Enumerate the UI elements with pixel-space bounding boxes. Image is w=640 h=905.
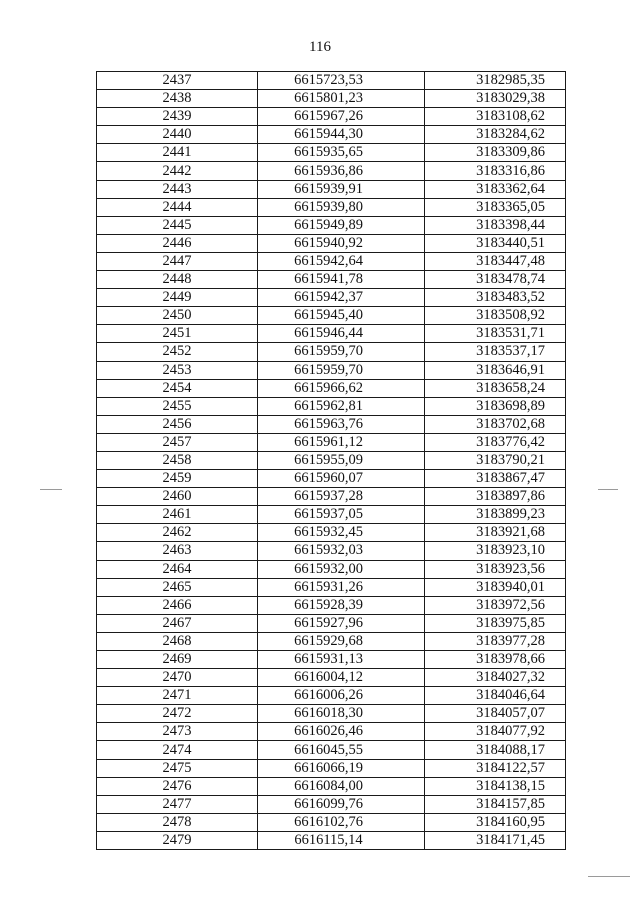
point-number-cell: 2443 — [97, 180, 258, 198]
table-row — [97, 325, 566, 343]
table-row — [97, 632, 566, 650]
table-row — [97, 252, 566, 270]
point-number-cell: 2451 — [97, 325, 258, 343]
scan-mark-right — [598, 489, 618, 490]
y-coordinate-cell: 3183029,38 — [425, 90, 566, 108]
y-coordinate-cell: 3183972,56 — [425, 596, 566, 614]
x-coordinate-cell: 6615949,89 — [258, 216, 425, 234]
y-coordinate-cell: 3184138,15 — [425, 777, 566, 795]
y-coordinate-cell: 3183899,23 — [425, 506, 566, 524]
table-row — [97, 795, 566, 813]
y-coordinate-cell: 3183698,89 — [425, 397, 566, 415]
table-row — [97, 361, 566, 379]
x-coordinate-cell: 6616026,46 — [258, 723, 425, 741]
table-row — [97, 506, 566, 524]
table-row — [97, 234, 566, 252]
table-row — [97, 126, 566, 144]
point-number-cell: 2470 — [97, 669, 258, 687]
point-number-cell: 2444 — [97, 198, 258, 216]
x-coordinate-cell: 6616018,30 — [258, 705, 425, 723]
x-coordinate-cell: 6616006,26 — [258, 687, 425, 705]
y-coordinate-cell: 3183537,17 — [425, 343, 566, 361]
point-number-cell: 2476 — [97, 777, 258, 795]
y-coordinate-cell: 3184160,95 — [425, 813, 566, 831]
x-coordinate-cell: 6615940,92 — [258, 234, 425, 252]
point-number-cell: 2458 — [97, 451, 258, 469]
table-row — [97, 542, 566, 560]
y-coordinate-cell: 3183483,52 — [425, 289, 566, 307]
x-coordinate-cell: 6615942,64 — [258, 252, 425, 270]
y-coordinate-cell: 3184122,57 — [425, 759, 566, 777]
y-coordinate-cell: 3183921,68 — [425, 524, 566, 542]
point-number-cell: 2442 — [97, 162, 258, 180]
table-row — [97, 162, 566, 180]
x-coordinate-cell: 6615937,05 — [258, 506, 425, 524]
point-number-cell: 2473 — [97, 723, 258, 741]
scan-mark-bottom — [588, 876, 630, 877]
point-number-cell: 2472 — [97, 705, 258, 723]
y-coordinate-cell: 3183531,71 — [425, 325, 566, 343]
y-coordinate-cell: 3183398,44 — [425, 216, 566, 234]
x-coordinate-cell: 6615967,26 — [258, 108, 425, 126]
point-number-cell: 2464 — [97, 560, 258, 578]
table-row — [97, 180, 566, 198]
y-coordinate-cell: 3183309,86 — [425, 144, 566, 162]
x-coordinate-cell: 6616004,12 — [258, 669, 425, 687]
x-coordinate-cell: 6615945,40 — [258, 307, 425, 325]
y-coordinate-cell: 3182985,35 — [425, 72, 566, 90]
table-row — [97, 687, 566, 705]
y-coordinate-cell: 3183440,51 — [425, 234, 566, 252]
table-row — [97, 72, 566, 90]
point-number-cell: 2465 — [97, 578, 258, 596]
y-coordinate-cell: 3183362,64 — [425, 180, 566, 198]
table-row — [97, 651, 566, 669]
y-coordinate-cell: 3184027,32 — [425, 669, 566, 687]
point-number-cell: 2463 — [97, 542, 258, 560]
table-row — [97, 271, 566, 289]
x-coordinate-cell: 6616045,55 — [258, 741, 425, 759]
y-coordinate-cell: 3183658,24 — [425, 379, 566, 397]
point-number-cell: 2441 — [97, 144, 258, 162]
x-coordinate-cell: 6616099,76 — [258, 795, 425, 813]
point-number-cell: 2449 — [97, 289, 258, 307]
x-coordinate-cell: 6615944,30 — [258, 126, 425, 144]
point-number-cell: 2446 — [97, 234, 258, 252]
x-coordinate-cell: 6615939,80 — [258, 198, 425, 216]
table-row — [97, 289, 566, 307]
point-number-cell: 2460 — [97, 488, 258, 506]
x-coordinate-cell: 6615927,96 — [258, 614, 425, 632]
table-row — [97, 307, 566, 325]
table-row — [97, 451, 566, 469]
table-row — [97, 397, 566, 415]
x-coordinate-cell: 6616102,76 — [258, 813, 425, 831]
coordinates-table — [96, 71, 566, 850]
point-number-cell: 2445 — [97, 216, 258, 234]
y-coordinate-cell: 3183702,68 — [425, 415, 566, 433]
point-number-cell: 2478 — [97, 813, 258, 831]
x-coordinate-cell: 6615932,03 — [258, 542, 425, 560]
x-coordinate-cell: 6615963,76 — [258, 415, 425, 433]
x-coordinate-cell: 6615935,65 — [258, 144, 425, 162]
table-row — [97, 759, 566, 777]
scan-mark-left — [40, 489, 62, 490]
x-coordinate-cell: 6615931,26 — [258, 578, 425, 596]
y-coordinate-cell: 3183776,42 — [425, 433, 566, 451]
table-row — [97, 488, 566, 506]
y-coordinate-cell: 3183284,62 — [425, 126, 566, 144]
point-number-cell: 2438 — [97, 90, 258, 108]
point-number-cell: 2479 — [97, 831, 258, 849]
x-coordinate-cell: 6615928,39 — [258, 596, 425, 614]
table-row — [97, 90, 566, 108]
y-coordinate-cell: 3183447,48 — [425, 252, 566, 270]
table-row — [97, 831, 566, 849]
point-number-cell: 2447 — [97, 252, 258, 270]
x-coordinate-cell: 6615959,70 — [258, 343, 425, 361]
table-row — [97, 144, 566, 162]
y-coordinate-cell: 3183867,47 — [425, 470, 566, 488]
table-row — [97, 560, 566, 578]
table-row — [97, 723, 566, 741]
x-coordinate-cell: 6616115,14 — [258, 831, 425, 849]
point-number-cell: 2456 — [97, 415, 258, 433]
point-number-cell: 2467 — [97, 614, 258, 632]
point-number-cell: 2437 — [97, 72, 258, 90]
table-row — [97, 216, 566, 234]
y-coordinate-cell: 3183897,86 — [425, 488, 566, 506]
table-row — [97, 614, 566, 632]
point-number-cell: 2477 — [97, 795, 258, 813]
point-number-cell: 2452 — [97, 343, 258, 361]
y-coordinate-cell: 3184057,07 — [425, 705, 566, 723]
x-coordinate-cell: 6615962,81 — [258, 397, 425, 415]
point-number-cell: 2469 — [97, 651, 258, 669]
x-coordinate-cell: 6615932,45 — [258, 524, 425, 542]
table-row — [97, 705, 566, 723]
coordinates-table-body — [97, 72, 566, 850]
point-number-cell: 2448 — [97, 271, 258, 289]
x-coordinate-cell: 6615941,78 — [258, 271, 425, 289]
y-coordinate-cell: 3183978,66 — [425, 651, 566, 669]
y-coordinate-cell: 3184171,45 — [425, 831, 566, 849]
y-coordinate-cell: 3183108,62 — [425, 108, 566, 126]
x-coordinate-cell: 6616084,00 — [258, 777, 425, 795]
y-coordinate-cell: 3183977,28 — [425, 632, 566, 650]
x-coordinate-cell: 6615946,44 — [258, 325, 425, 343]
y-coordinate-cell: 3183940,01 — [425, 578, 566, 596]
x-coordinate-cell: 6615966,62 — [258, 379, 425, 397]
y-coordinate-cell: 3183790,21 — [425, 451, 566, 469]
y-coordinate-cell: 3183316,86 — [425, 162, 566, 180]
table-row — [97, 741, 566, 759]
point-number-cell: 2466 — [97, 596, 258, 614]
point-number-cell: 2462 — [97, 524, 258, 542]
table-row — [97, 343, 566, 361]
x-coordinate-cell: 6615931,13 — [258, 651, 425, 669]
y-coordinate-cell: 3183923,10 — [425, 542, 566, 560]
table-row — [97, 379, 566, 397]
point-number-cell: 2455 — [97, 397, 258, 415]
table-row — [97, 596, 566, 614]
table-row — [97, 433, 566, 451]
point-number-cell: 2459 — [97, 470, 258, 488]
y-coordinate-cell: 3183923,56 — [425, 560, 566, 578]
table-row — [97, 108, 566, 126]
point-number-cell: 2453 — [97, 361, 258, 379]
x-coordinate-cell: 6615961,12 — [258, 433, 425, 451]
y-coordinate-cell: 3183478,74 — [425, 271, 566, 289]
x-coordinate-cell: 6615936,86 — [258, 162, 425, 180]
point-number-cell: 2475 — [97, 759, 258, 777]
table-row — [97, 198, 566, 216]
point-number-cell: 2471 — [97, 687, 258, 705]
y-coordinate-cell: 3184157,85 — [425, 795, 566, 813]
x-coordinate-cell: 6615955,09 — [258, 451, 425, 469]
x-coordinate-cell: 6615939,91 — [258, 180, 425, 198]
table-row — [97, 415, 566, 433]
x-coordinate-cell: 6615959,70 — [258, 361, 425, 379]
point-number-cell: 2454 — [97, 379, 258, 397]
y-coordinate-cell: 3183646,91 — [425, 361, 566, 379]
point-number-cell: 2440 — [97, 126, 258, 144]
point-number-cell: 2461 — [97, 506, 258, 524]
x-coordinate-cell: 6615932,00 — [258, 560, 425, 578]
x-coordinate-cell: 6615801,23 — [258, 90, 425, 108]
y-coordinate-cell: 3183508,92 — [425, 307, 566, 325]
point-number-cell: 2468 — [97, 632, 258, 650]
x-coordinate-cell: 6615937,28 — [258, 488, 425, 506]
point-number-cell: 2439 — [97, 108, 258, 126]
table-row — [97, 777, 566, 795]
point-number-cell: 2450 — [97, 307, 258, 325]
point-number-cell: 2474 — [97, 741, 258, 759]
table-row — [97, 669, 566, 687]
x-coordinate-cell: 6616066,19 — [258, 759, 425, 777]
x-coordinate-cell: 6615942,37 — [258, 289, 425, 307]
table-row — [97, 524, 566, 542]
y-coordinate-cell: 3183365,05 — [425, 198, 566, 216]
page-number: 116 — [309, 39, 331, 55]
x-coordinate-cell: 6615723,53 — [258, 72, 425, 90]
x-coordinate-cell: 6615960,07 — [258, 470, 425, 488]
table-row — [97, 813, 566, 831]
x-coordinate-cell: 6615929,68 — [258, 632, 425, 650]
y-coordinate-cell: 3183975,85 — [425, 614, 566, 632]
table-row — [97, 470, 566, 488]
y-coordinate-cell: 3184077,92 — [425, 723, 566, 741]
table-row — [97, 578, 566, 596]
y-coordinate-cell: 3184088,17 — [425, 741, 566, 759]
point-number-cell: 2457 — [97, 433, 258, 451]
y-coordinate-cell: 3184046,64 — [425, 687, 566, 705]
